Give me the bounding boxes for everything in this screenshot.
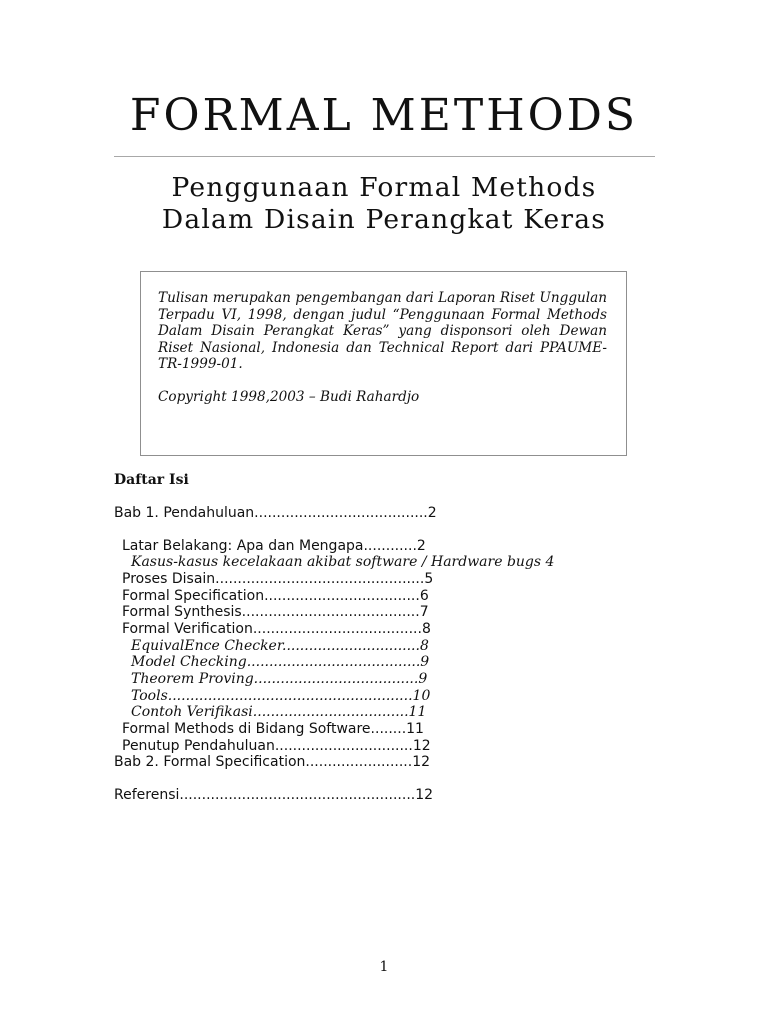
toc-entry-penutup-pendahuluan[interactable]: Penutup Pendahuluan...............................12	[122, 738, 431, 754]
toc-entry-formal-methods-software[interactable]: Formal Methods di Bidang Software........11	[122, 721, 424, 737]
toc-entry-contoh-verifikasi[interactable]: Contoh Verifikasi...................................11	[131, 704, 427, 720]
title-divider	[114, 156, 655, 157]
abstract-text: Tulisan merupakan pengembangan dari Laporan Riset Unggulan Terpadu VI, 1998, dengan judul “Penggunaan Formal Methods Dalam Disain Perangkat Keras” yang disponsori oleh Dewan Riset Nasional, Indonesia dan Technical Report dari PPAUME-TR-1999-01.	[158, 290, 607, 372]
copyright-notice: Copyright 1998,2003 – Budi Rahardjo	[158, 389, 420, 405]
document-subtitle	[0, 172, 768, 236]
toc-entry-equivalence-checker[interactable]: EquivalEnce Checker...............................8	[131, 638, 429, 654]
toc-entry-theorem-proving[interactable]: Theorem Proving.....................................9	[131, 671, 428, 687]
toc-entry-model-checking[interactable]: Model Checking.......................................9	[131, 654, 430, 670]
document-title: FORMAL METHODS	[129, 90, 639, 141]
page-number: 1	[379, 959, 389, 975]
toc-heading: Daftar Isi	[114, 472, 189, 488]
toc-entry-bab-1[interactable]: Bab 1. Pendahuluan.......................................2	[114, 505, 437, 521]
subtitle-line-2: Dalam Disain Perangkat Keras	[161, 204, 607, 235]
toc-entry-kasus-kasus[interactable]: Kasus-kasus kecelakaan akibat software / Hardware bugs 4	[131, 554, 555, 570]
toc-entry-latar-belakang[interactable]: Latar Belakang: Apa dan Mengapa............2	[122, 538, 426, 554]
subtitle-line-1: Penggunaan Formal Methods	[171, 172, 597, 203]
toc-entry-tools[interactable]: Tools.......................................................10	[131, 688, 431, 704]
toc-entry-formal-specification[interactable]: Formal Specification...................................6	[122, 588, 429, 604]
toc-entry-proses-disain[interactable]: Proses Disain...............................................5	[122, 571, 434, 587]
toc-entry-formal-verification[interactable]: Formal Verification......................................8	[122, 621, 431, 637]
toc-entry-referensi[interactable]: Referensi.....................................................12	[114, 787, 434, 803]
toc-entry-bab-2[interactable]: Bab 2. Formal Specification........................12	[114, 754, 431, 770]
toc-entry-formal-synthesis[interactable]: Formal Synthesis........................................7	[122, 604, 429, 620]
